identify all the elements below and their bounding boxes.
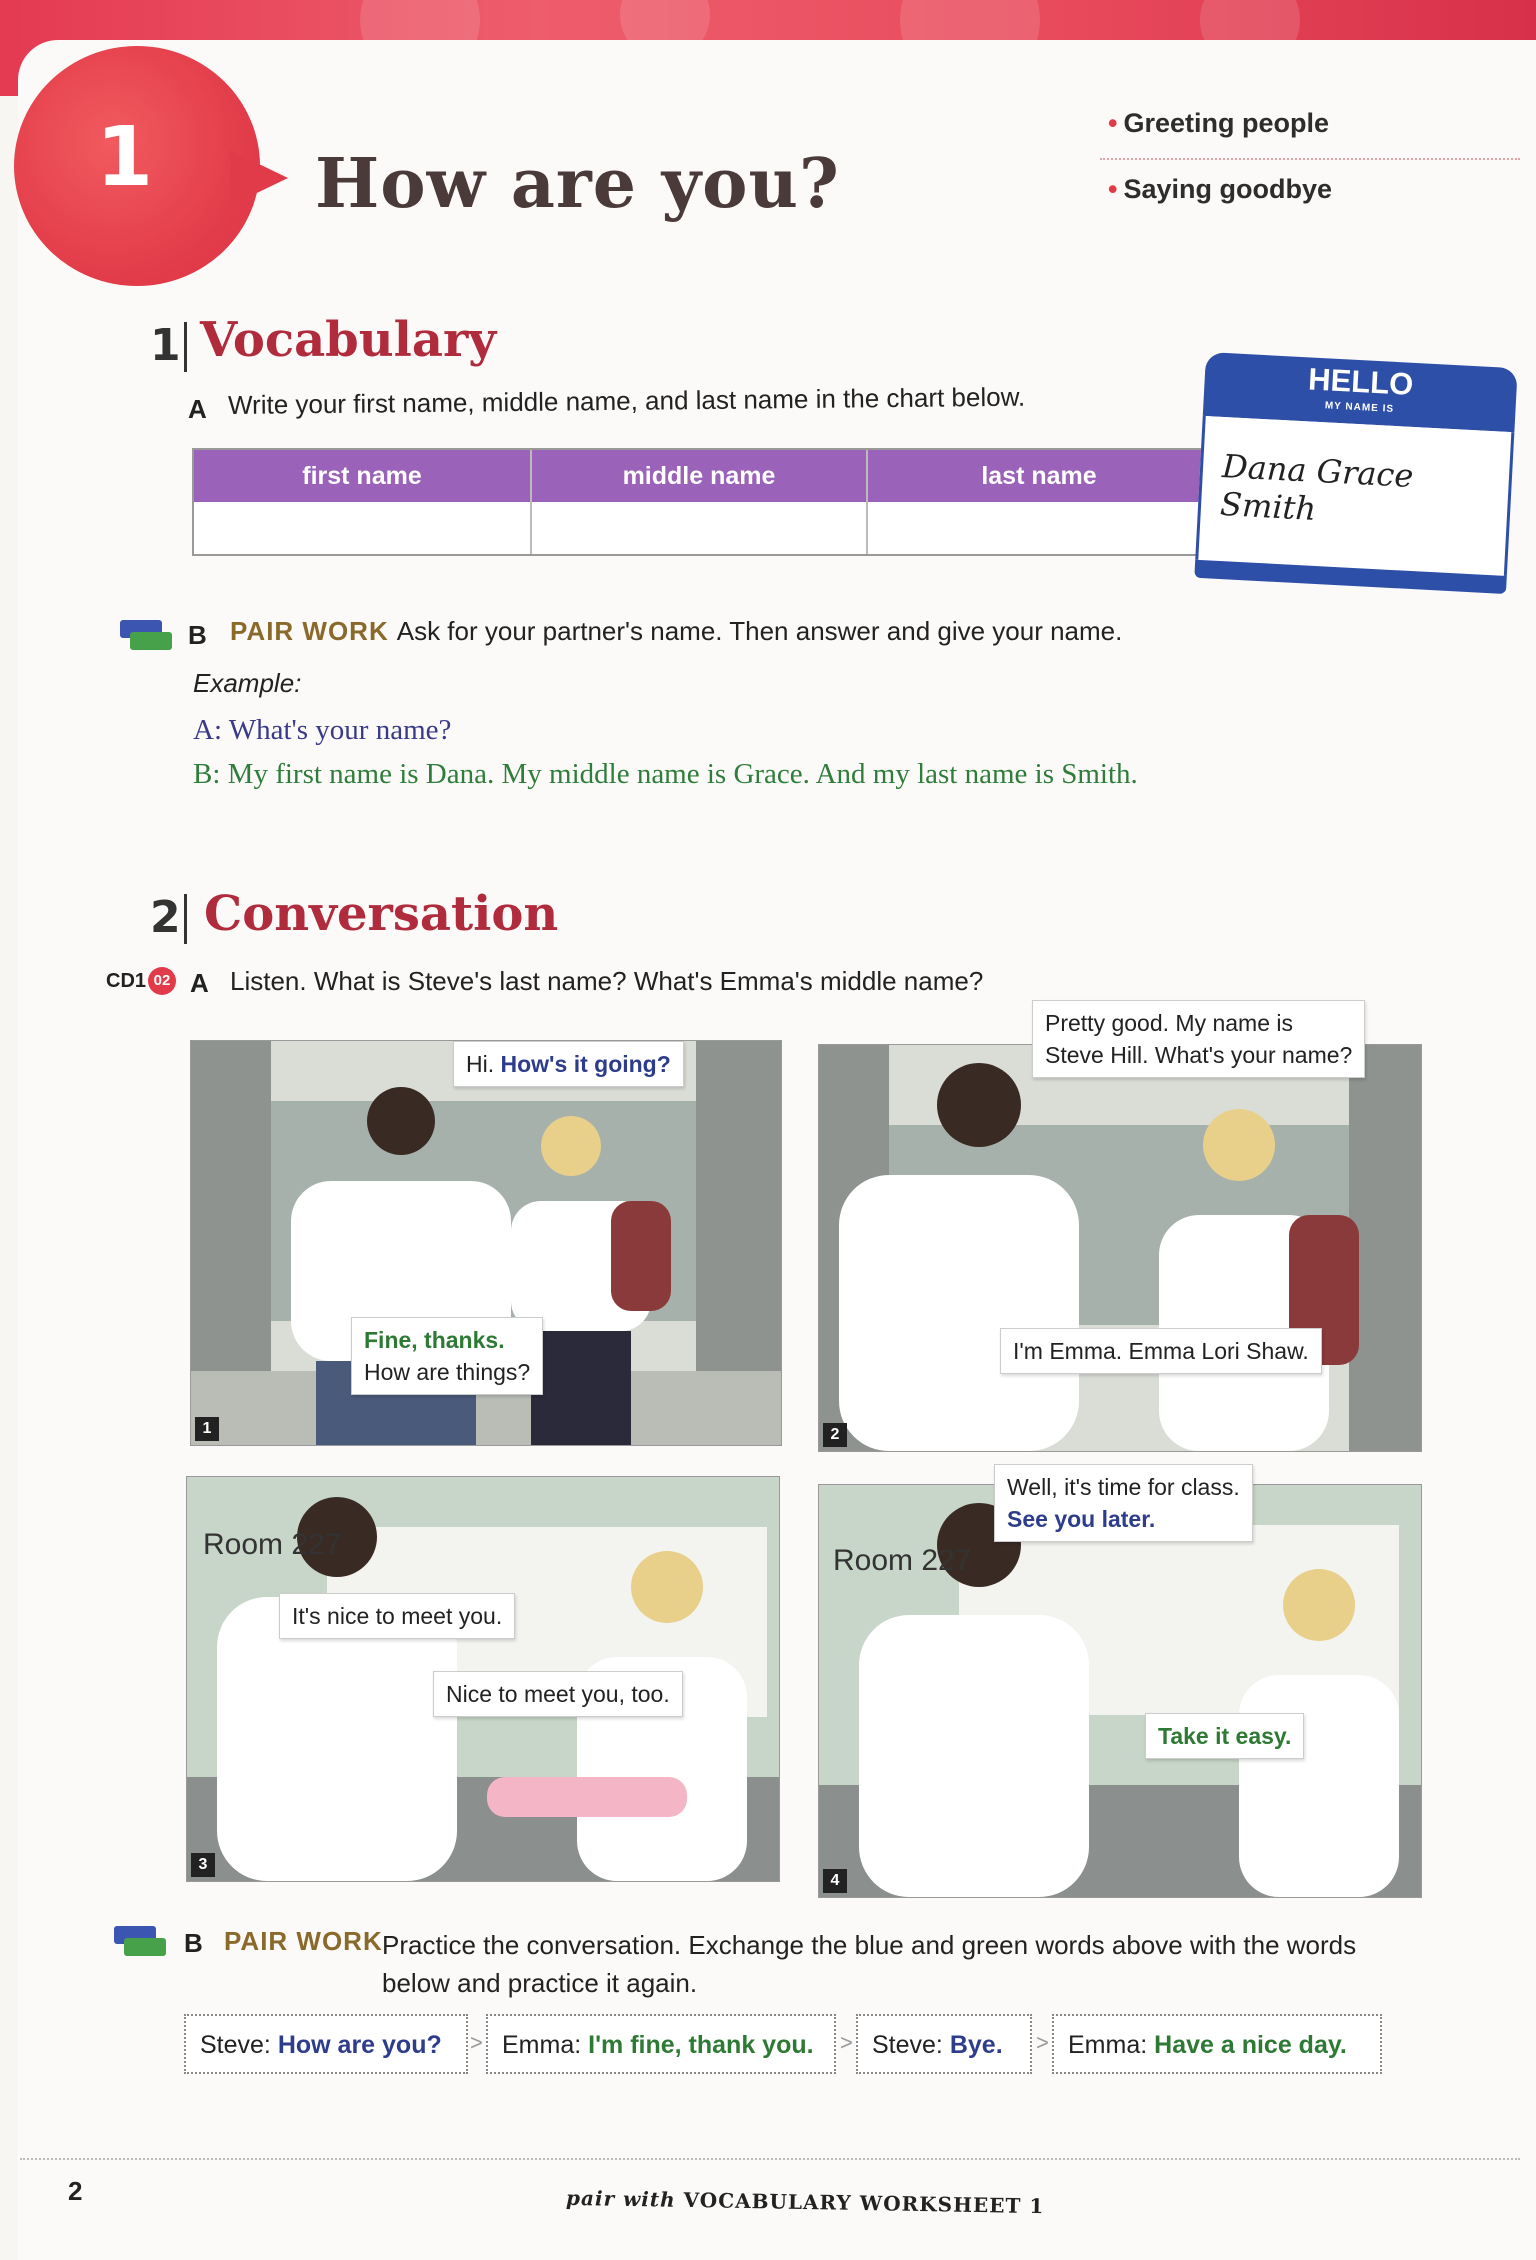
middle-name-cell[interactable] <box>532 504 866 554</box>
section-title: Vocabulary <box>200 312 497 368</box>
speech-bubble: Nice to meet you, too. <box>433 1671 683 1717</box>
unit-badge-tail <box>230 150 288 206</box>
comic-panel <box>818 1484 1422 1898</box>
exchange-box: Steve: How are you? <box>184 2014 468 2074</box>
page-title: How are you? <box>315 144 840 224</box>
page-number: 2 <box>68 2176 83 2206</box>
exchange-box: Emma: I'm fine, thank you. <box>486 2014 836 2074</box>
exercise-letter: A <box>188 394 207 424</box>
exercise-letter: B <box>184 1928 203 1958</box>
name-chart <box>192 448 1212 556</box>
exercise-instruction: Write your first name, middle name, and last name in the chart below. <box>227 381 1026 420</box>
name-tag <box>1194 352 1517 594</box>
exercise-letter: A <box>190 968 209 998</box>
goal-item: • Greeting people <box>1108 108 1329 138</box>
arrow-icon: > <box>1036 2030 1049 2055</box>
exercise-letter: B <box>188 620 207 650</box>
exercise-instruction: Listen. What is Steve's last name? What's Emma's middle name? <box>230 966 984 996</box>
speech-bubble: Pretty good. My name is Steve Hill. What's your name? <box>1032 1000 1365 1078</box>
example-line-b: B: My first name is Dana. My middle name is Grace. And my last name is Smith. <box>193 758 1138 790</box>
speech-bubble: Fine, thanks. How are things? <box>351 1317 543 1395</box>
section-number: 2 <box>150 892 181 943</box>
pair-work-label: PAIR WORK <box>224 1926 383 1956</box>
comic-panel <box>818 1044 1422 1452</box>
exercise-instruction: Practice the conversation. Exchange the blue and green words above with the words below and practice it again. <box>382 1930 1357 1998</box>
panel-number: 4 <box>823 1869 847 1893</box>
bullet-icon: • <box>1108 174 1118 204</box>
section-divider <box>184 894 187 944</box>
name-tag-hello: HELLO <box>1307 361 1415 402</box>
exchange-box: Steve: Bye. <box>856 2014 1032 2074</box>
exercise-instruction: PAIR WORK Ask for your partner's name. Then answer and give your name. <box>230 616 1123 646</box>
column-divider <box>530 450 532 554</box>
exchange-box: Emma: Have a nice day. <box>1052 2014 1382 2074</box>
panel-number: 3 <box>191 1853 215 1877</box>
pair-work-label: PAIR WORK <box>230 616 389 646</box>
goal-item: • Saying goodbye <box>1108 174 1332 204</box>
last-name-cell[interactable] <box>868 504 1210 554</box>
room-sign: Room 227 <box>833 1544 972 1577</box>
example-line-a: A: What's your name? <box>193 714 452 746</box>
arrow-icon: > <box>840 2030 853 2055</box>
unit-number: 1 <box>96 110 154 205</box>
comic-panel <box>190 1040 782 1446</box>
section-number: 1 <box>150 320 181 371</box>
arrow-icon: > <box>470 2030 483 2055</box>
panel-number: 2 <box>823 1423 847 1447</box>
name-tag-name: Dana Grace Smith <box>1219 447 1415 528</box>
section-title: Conversation <box>204 886 559 942</box>
footer-divider <box>20 2158 1520 2160</box>
panel-number: 1 <box>195 1417 219 1441</box>
section-divider <box>184 322 187 372</box>
column-header: last name <box>868 450 1210 502</box>
column-header: first name <box>194 450 530 502</box>
speech-bubble: I'm Emma. Emma Lori Shaw. <box>1000 1328 1322 1374</box>
pair-work-icon <box>114 1922 168 1958</box>
name-tag-subtitle: MY NAME IS <box>1324 400 1395 415</box>
speech-bubble: It's nice to meet you. <box>279 1593 515 1639</box>
column-divider <box>866 450 868 554</box>
goal-divider <box>1100 158 1520 160</box>
hallway-illustration <box>819 1045 1421 1451</box>
pair-work-icon <box>120 616 174 652</box>
column-header: middle name <box>532 450 866 502</box>
room-sign: Room 227 <box>203 1528 342 1561</box>
comic-panel <box>186 1476 780 1882</box>
speech-bubble: Hi. How's it going? <box>453 1041 684 1087</box>
bullet-icon: • <box>1108 108 1118 138</box>
speech-bubble: Well, it's time for class. See you later. <box>994 1464 1253 1542</box>
exercise-instruction-label <box>224 1926 391 1957</box>
example-label: Example: <box>193 668 302 698</box>
worksheet-reference: pair with VOCABULARY WORKSHEET 1 <box>565 2185 1045 2219</box>
speech-bubble: Take it easy. <box>1145 1713 1304 1759</box>
first-name-cell[interactable] <box>194 504 530 554</box>
cd-label: CD1 <box>106 970 147 992</box>
audio-track-icon[interactable]: 02 <box>148 967 176 995</box>
